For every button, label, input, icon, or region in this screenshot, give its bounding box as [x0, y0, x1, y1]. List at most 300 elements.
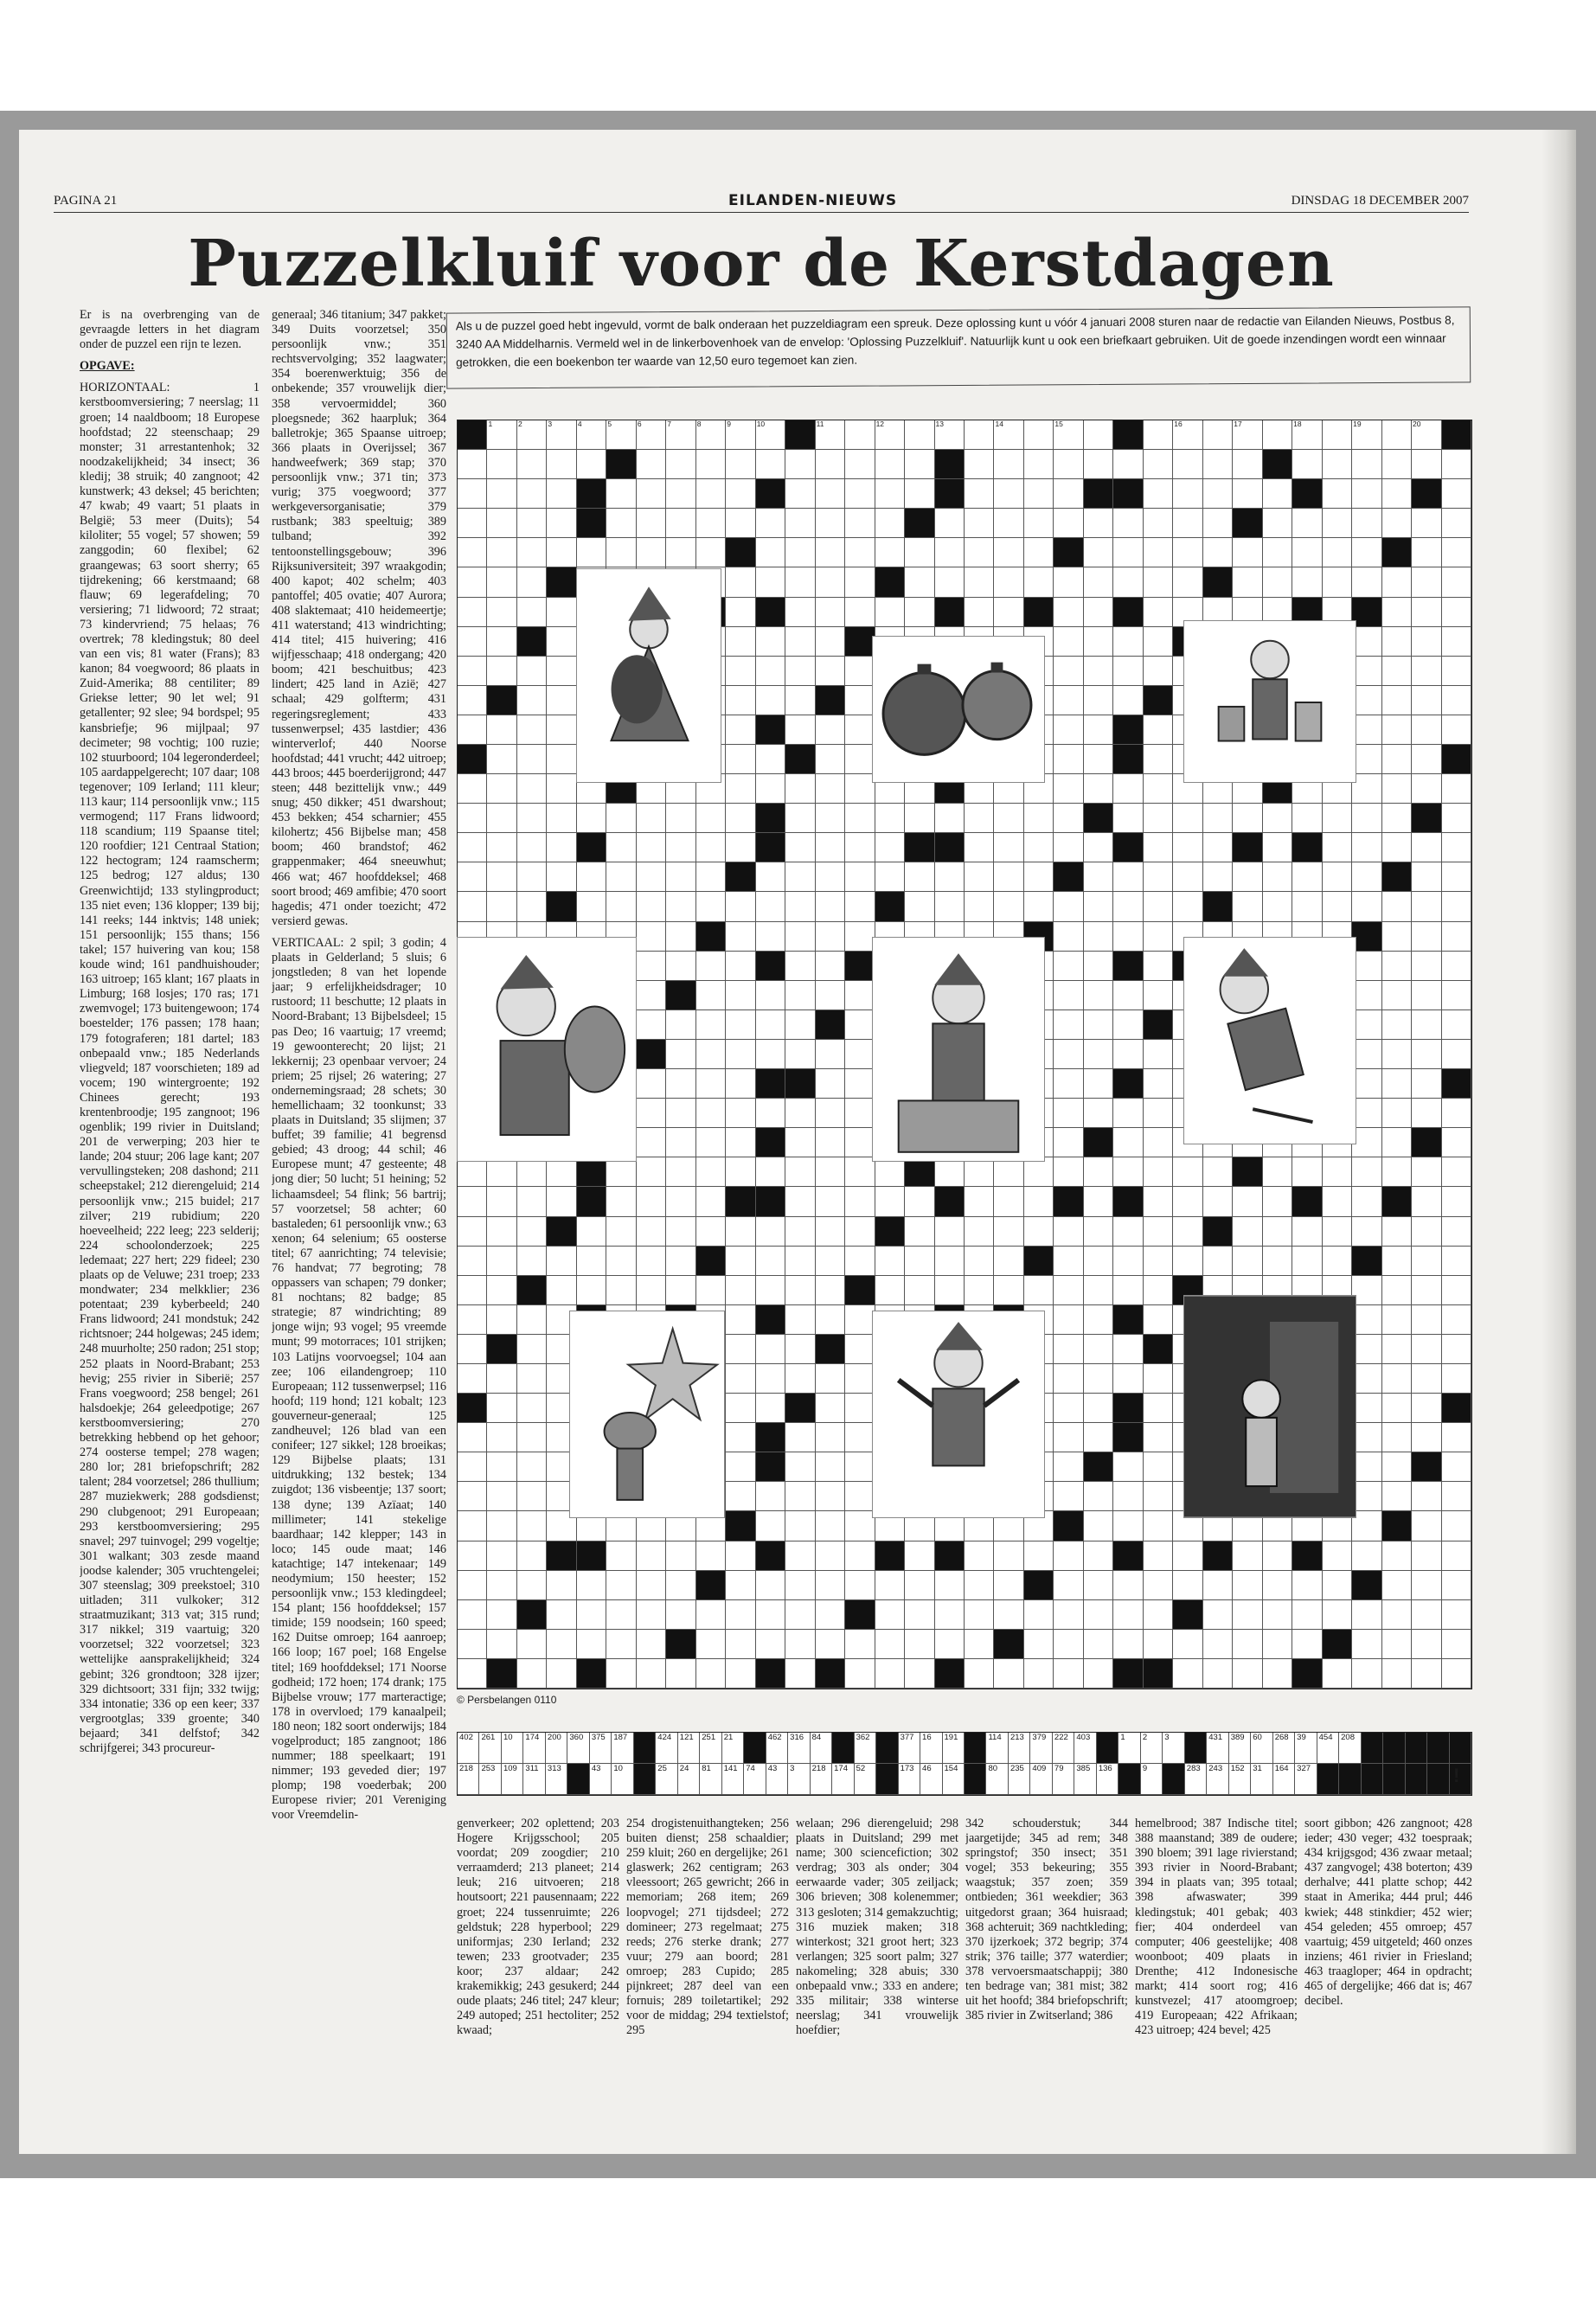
grid-cell [756, 892, 785, 921]
solution-cell [1427, 1764, 1449, 1795]
grid-cell [547, 450, 576, 479]
grid-cell [1024, 1630, 1054, 1659]
grid-cell [517, 862, 547, 892]
grid-cell [1144, 1571, 1173, 1600]
grid-cell [1292, 1600, 1322, 1630]
grid-cell [487, 1511, 516, 1541]
grid-cell [637, 1541, 666, 1571]
grid-cell [696, 1659, 726, 1689]
grid-cell [547, 1541, 576, 1571]
grid-cell [845, 1659, 875, 1689]
grid-cell [1382, 509, 1412, 538]
clues-text: genverkeer; 202 oplettend; 203 Hogere Krijgsschool; 205 voordat; 209 zoogdier; 210 verraamderd; 213 planeet; 214 leuk; 216 uitvoeren; 218 houtsoort; 221 pausennaam; 222 groet; 224 tussenruimte; 226 geldstuk; 228 hyperbool; 229 uniformjas; 230 Ierland; 232 tewen; 233 grootvader; 235 koor; 237 aldaar; 242 krakemikkig; 243 gesukerd; 244 oude plaats; 246 titel; 247 kleur; 249 autoped; 251 hectoliter; 252 kwaad; [457, 1817, 619, 2038]
grid-cell [965, 833, 994, 862]
grid-cell [845, 657, 875, 686]
clues-text: 254 drogistenuithangteken; 256 buiten dienst; 258 schaaldier; 259 kluit; 260 en dergelijke; 261 glaswerk; 262 centigram; 263 vleessoort; 265 gewricht; 266 in memoriam; 268 item; 269 loopvogel; 271 tijdsdeel; 272 domineer; 273 regelmaat; 275 reeds; 276 sterke drank; 277 vuur; 279 aan boord; 281 omroep; 283 Cupido; 285 pijnkreet; 287 deel van een fornuis; 289 toiletartikel; 292 voor de middag; 294 textielstof; 295 [626, 1817, 789, 2038]
solution-cell: 43 [590, 1764, 612, 1795]
grid-cell [1084, 450, 1113, 479]
grid-cell [845, 981, 875, 1010]
grid-cell [1412, 1040, 1441, 1069]
grid-cell [458, 1217, 487, 1247]
grid-cell [845, 1217, 875, 1247]
grid-cell [756, 862, 785, 892]
grid-cell [1412, 1335, 1441, 1364]
crossword-area [457, 420, 1472, 1689]
grid-cell [1173, 1247, 1202, 1276]
grid-cell [726, 509, 755, 538]
grid-cell [1113, 1010, 1143, 1040]
grid-cell [547, 1571, 576, 1600]
grid-cell: 13 [935, 420, 965, 450]
grid-cell [816, 1511, 845, 1541]
grid-cell [1352, 479, 1381, 509]
solution-cell: 3 [788, 1764, 810, 1795]
grid-cell [726, 1128, 755, 1157]
grid-cell [547, 567, 576, 597]
grid-cell [487, 892, 516, 921]
grid-cell [487, 745, 516, 774]
grid-cell [1442, 420, 1471, 450]
grid-cell [756, 1571, 785, 1600]
ornaments-illustration [872, 636, 1045, 783]
grid-cell [666, 1040, 695, 1069]
grid-cell [1352, 1157, 1381, 1187]
grid-cell [696, 862, 726, 892]
grid-cell [1054, 509, 1083, 538]
grid-cell [577, 1571, 606, 1600]
grid-cell [1412, 479, 1441, 509]
grid-cell: 17 [1233, 420, 1262, 450]
grid-cell [577, 1630, 606, 1659]
grid-cell [845, 1571, 875, 1600]
grid-cell [726, 1541, 755, 1571]
grid-cell [905, 509, 934, 538]
grid-cell [905, 420, 934, 450]
grid-cell [1144, 774, 1173, 804]
grid-cell [1263, 1187, 1292, 1216]
grid-cell [816, 1630, 845, 1659]
grid-cell [1113, 1069, 1143, 1099]
grid-cell [994, 567, 1023, 597]
grid-cell [547, 774, 576, 804]
grid-cell [1113, 686, 1143, 715]
grid-cell [1173, 892, 1202, 921]
grid-cell [517, 1305, 547, 1335]
grid-cell [1144, 420, 1173, 450]
grid-cell [965, 1659, 994, 1689]
grid-cell [1412, 1482, 1441, 1511]
grid-cell [816, 598, 845, 627]
solution-cell: 222 [1053, 1733, 1074, 1764]
grid-cell [637, 1040, 666, 1069]
grid-cell [1352, 715, 1381, 745]
grid-cell [785, 657, 815, 686]
grid-cell [1382, 598, 1412, 627]
grid-cell [1412, 1157, 1441, 1187]
grid-cell [905, 1541, 934, 1571]
grid-cell [1352, 1541, 1381, 1571]
grid-cell [1382, 1335, 1412, 1364]
grid-cell [1412, 509, 1441, 538]
grid-cell [1263, 1217, 1292, 1247]
grid-cell [994, 598, 1023, 627]
grid-cell [1412, 804, 1441, 833]
grid-cell [785, 1482, 815, 1511]
grid-cell [1352, 598, 1381, 627]
grid-cell [1292, 1217, 1322, 1247]
grid-cell [756, 1217, 785, 1247]
grid-cell [1113, 509, 1143, 538]
grid-cell [696, 952, 726, 981]
grid-cell [1382, 981, 1412, 1010]
grid-cell [845, 420, 875, 450]
grid-cell [1144, 1010, 1173, 1040]
grid-cell [1084, 922, 1113, 952]
grid-cell [1292, 862, 1322, 892]
grid-cell [1144, 567, 1173, 597]
grid-cell [458, 1452, 487, 1482]
grid-cell [875, 1187, 905, 1216]
grid-cell [1442, 804, 1471, 833]
solution-cell: 187 [612, 1733, 633, 1764]
grid-cell [1084, 745, 1113, 774]
grid-cell [726, 1305, 755, 1335]
grid-cell [1054, 450, 1083, 479]
grid-cell [487, 657, 516, 686]
grid-cell [1352, 657, 1381, 686]
grid-cell [458, 1335, 487, 1364]
grid-cell [935, 1157, 965, 1187]
grid-cell [1084, 1452, 1113, 1482]
grid-cell [726, 833, 755, 862]
grid-cell [1144, 922, 1173, 952]
grid-cell [517, 1394, 547, 1423]
grid-cell [1323, 450, 1352, 479]
grid-cell [1352, 627, 1381, 657]
grid-cell [577, 1217, 606, 1247]
solution-cell [1406, 1733, 1427, 1764]
grid-cell [1382, 450, 1412, 479]
grid-cell [517, 1157, 547, 1187]
grid-cell [696, 538, 726, 567]
grid-cell [965, 1187, 994, 1216]
grid-cell [1144, 1511, 1173, 1541]
grid-cell [1412, 1452, 1441, 1482]
grid-cell [726, 1571, 755, 1600]
grid-cell [1442, 745, 1471, 774]
grid-cell [458, 804, 487, 833]
grid-cell [1144, 981, 1173, 1010]
grid-cell [1024, 833, 1054, 862]
grid-cell [1323, 479, 1352, 509]
grid-cell [756, 479, 785, 509]
grid-cell [696, 1541, 726, 1571]
grid-cell [905, 892, 934, 921]
grid-cell [845, 1276, 875, 1305]
grid-cell [637, 981, 666, 1010]
grid-cell: 2 [517, 420, 547, 450]
grid-cell [1442, 1541, 1471, 1571]
grid-cell [1382, 1394, 1412, 1423]
grid-cell [1382, 1511, 1412, 1541]
grid-cell [994, 1247, 1023, 1276]
grid-cell [547, 715, 576, 745]
grid-cell [965, 1217, 994, 1247]
grid-cell [1084, 1247, 1113, 1276]
grid-cell [1144, 1541, 1173, 1571]
grid-cell [994, 1276, 1023, 1305]
grid-cell [1233, 509, 1262, 538]
clues-column-1 [80, 308, 260, 2159]
clues-column-2 [272, 308, 446, 2159]
grid-cell [756, 1335, 785, 1364]
grid-cell [875, 862, 905, 892]
issue-date: DINSDAG 18 DECEMBER 2007 [1291, 194, 1469, 208]
grid-cell [1144, 1423, 1173, 1452]
grid-cell [726, 479, 755, 509]
grid-cell [1233, 1541, 1262, 1571]
grid-cell [1113, 1157, 1143, 1187]
grid-cell [816, 1187, 845, 1216]
grid-cell [577, 479, 606, 509]
page-headline: Puzzelkluif voor de Kerstdagen [188, 227, 1335, 301]
grid-cell [487, 862, 516, 892]
grid-cell [1442, 657, 1471, 686]
grid-cell [726, 567, 755, 597]
grid-cell [816, 833, 845, 862]
paper-name: EILANDEN-NIEUWS [728, 192, 898, 209]
grid-cell [1144, 1305, 1173, 1335]
grid-cell [666, 1247, 695, 1276]
credit-line: © Persbelangen 0110 [457, 1694, 557, 1706]
grid-cell [487, 1335, 516, 1364]
solution-cell: 327 [1295, 1764, 1317, 1795]
grid-cell [965, 509, 994, 538]
solution-cell: 409 [1030, 1764, 1052, 1795]
solution-cell [634, 1733, 656, 1764]
grid-cell [1382, 420, 1412, 450]
grid-cell [1054, 1364, 1083, 1394]
solution-cell: 152 [1229, 1764, 1251, 1795]
grid-cell [1054, 1069, 1083, 1099]
grid-cell [1113, 1040, 1143, 1069]
grid-cell [1412, 1276, 1441, 1305]
grid-cell [1084, 420, 1113, 450]
grid-cell [547, 686, 576, 715]
grid-cell [726, 598, 755, 627]
grid-cell [1382, 1452, 1412, 1482]
ornaments-drawing [873, 637, 1044, 782]
grid-cell [1054, 1276, 1083, 1305]
grid-cell [1113, 1305, 1143, 1335]
grid-cell [1054, 1040, 1083, 1069]
grid-cell [1412, 1128, 1441, 1157]
grid-cell [1084, 774, 1113, 804]
grid-cell [1292, 1571, 1322, 1600]
grid-cell [1412, 567, 1441, 597]
grid-cell [1442, 774, 1471, 804]
grid-cell [1382, 1630, 1412, 1659]
grid-cell [458, 1187, 487, 1216]
grid-cell [1054, 922, 1083, 952]
solution-cell: 154 [943, 1764, 965, 1795]
grid-cell [1352, 1630, 1381, 1659]
grid-cell [785, 567, 815, 597]
grid-cell [1412, 657, 1441, 686]
grid-cell [1263, 479, 1292, 509]
grid-cell [637, 833, 666, 862]
grid-cell [1113, 538, 1143, 567]
grid-cell [845, 862, 875, 892]
solution-cell: 313 [546, 1764, 567, 1795]
solution-cell [567, 1764, 589, 1795]
grid-cell [1412, 1217, 1441, 1247]
grid-cell [666, 1187, 695, 1216]
grid-cell [517, 1541, 547, 1571]
grid-cell [726, 1247, 755, 1276]
solution-cell: 136 [1097, 1764, 1118, 1795]
grid-cell [666, 1571, 695, 1600]
grid-cell: 11 [816, 420, 845, 450]
grid-cell [875, 1157, 905, 1187]
grid-cell [1323, 862, 1352, 892]
grid-cell [1084, 1157, 1113, 1187]
grid-cell [726, 774, 755, 804]
grid-cell [935, 509, 965, 538]
grid-cell [1352, 1394, 1381, 1423]
grid-cell [517, 1423, 547, 1452]
grid-cell [577, 892, 606, 921]
page-label: PAGINA 21 [54, 194, 118, 208]
grid-cell [1054, 538, 1083, 567]
grid-cell [1412, 1394, 1441, 1423]
grid-cell [547, 509, 576, 538]
grid-cell [1054, 1423, 1083, 1452]
reindeer-star-illustration [569, 1311, 725, 1518]
grid-cell [458, 1305, 487, 1335]
grid-cell [1382, 804, 1412, 833]
grid-cell [1084, 538, 1113, 567]
grid-cell [994, 833, 1023, 862]
grid-cell [994, 538, 1023, 567]
grid-cell [1233, 862, 1262, 892]
grid-cell [845, 627, 875, 657]
grid-cell [1113, 1482, 1143, 1511]
solution-cell: 60 [1251, 1733, 1272, 1764]
grid-cell [785, 598, 815, 627]
grid-cell [785, 1571, 815, 1600]
grid-cell [905, 833, 934, 862]
grid-cell [1144, 657, 1173, 686]
grid-cell [458, 1541, 487, 1571]
grid-cell [637, 952, 666, 981]
grid-cell [487, 833, 516, 862]
grid-cell [1054, 1482, 1083, 1511]
grid-cell [1084, 1364, 1113, 1394]
grid-cell [845, 1394, 875, 1423]
solution-cell [1185, 1733, 1207, 1764]
santa-tree-drawing [577, 569, 721, 782]
grid-cell [1352, 1600, 1381, 1630]
horizontal-clues: HORIZONTAAL: 1 kerstboomversiering; 7 neerslag; 11 groen; 14 naaldboom; 18 Europese hoofdstad; 22 steenschaap; 29 monster; 31 arrestantenhok; 32 noodzakelijkheid; 34 insect; 36 kledij; 38 struik; 40 zangnoot; 42 kunstwerk; 43 deksel; 45 berichten; 47 kwab; 49 vaart; 51 plaats in België; 53 meer (Duits); 54 kiloliter; 55 vogel; 57 showen; 59 zanggodin; 60 flexibel; 62 graangewas; 63 soort sherry; 65 tijdrekening; 66 kerstmaand; 68 flauw; 69 legerafdeling; 70 versiering; 71 lidwoord; 72 straat; 73 kindervriend; 75 helaas; 76 overtrek; 78 kledingstuk; 80 deel van een vis; 81 water (Frans); 83 kanon; 84 voegwoord; 86 plaats in Zuid-Amerika; 88 centiliter; 89 Griekse letter; 90 let wel; 91 getallenter; 92 slee; 94 bordspel; 95 kansbriefje; 96 mijlpaal; 97 decimeter; 98 vochtig; 100 ruzie; 102 stuurboord; 104 legeronderdeel; 105 aardappelgerecht; 107 daar; 108 tegenover; 109 Ierland; 111 kleur; 113 kaur; 114 persoonlijk vnw.; 115 vermogend; 117 Frans lidwoord; 118 scandium; 119 Spaanse titel; 120 roofdier; 121 Centraal Station; 122 hectogram; 124 raamscherm; 125 bedrog; 127 aldus; 130 Greenwichtijd; 133 stylingproduct; 135 niet even; 136 klopper; 139 bij; 141 reeks; 144 inktvis; 148 uniek; 151 persoonlijk; 155 thans; 156 takel; 157 huivering van kou; 158 koude wind; 161 pandhuishouder; 163 uitroep; 165 klant; 167 plaats in Limburg; 168 losjes; 170 ras; 171 zwemvogel; 173 buitengewoon; 174 boestelder; 176 passen; 178 haan; 179 fotograferen; 181 dartel; 183 onbepaald vnw.; 185 Nederlands vliegveld; 187 voorschieten; 189 ad vocem; 190 wintergroente; 192 Chinees gerecht; 193 krentenbroodje; 195 zangnoot; 196 ogenblik; 199 rivier in Duitsland; 201 de verwerping; 203 hier te lande; 204 stuur; 206 lage kant; 207 vervullingsteken; 208 dashond; 211 scheepstakel; 212 dierengeluid; 214 persoonlijk vnw.; 215 buidel; 217 zilver; 219 rubidium; 220 hoeveelheid; 222 leeg; 223 selderij; 224 schoolonderzoek; 225 ledemaat; 227 hert; 229 fideel; 230 plaats op de Veluwe; 231 troep; 233 mondwater; 234 melkklier; 236 potentaat; 239 kyberbeeld; 240 Frans lidwoord; 241 mondstuk; 242 richtsnoer; 244 holgewas; 245 idem; 248 muurholte; 250 radon; 251 stop; 252 plaats in Noord-Brabant; 253 hevig; 255 rivier in Siberië; 257 Frans voegwoord; 258 bengel; 261 halsdoekje; 264 geleedpotige; 267 kerstboomversiering; 270 betrekking hebbend op het gehoor; 274 oosterse tempel; 278 wagen; 280 lor; 281 briefopschrift; 282 talent; 284 voorzetsel; 286 thullium; 287 muziekwerk; 288 godsdienst; 290 clubgenoot; 291 Europeaan; 293 kerstboomversiering; 295 snavel; 297 tuinvogel; 299 vogeltje; 301 walkant; 303 zesde maand joodse kalender; 305 vruchtengelei; 307 steenslag; 309 preekstoel; 310 uitladen; 311 vulkoker; 312 straatmuzikant; 313 vat; 315 rund; 317 nikkel; 319 vaartuig; 320 voorzetsel; 322 voorzetsel; 323 wettelijke aansprakelijkheid; 324 gebint; 326 grondtoon; 328 ijzer; 329 dichtsoort; 331 fijn; 332 twijg; 334 intonatie; 336 op een keer; 337 vergrootglas; 339 groente; 340 bejaard; 341 delfstof; 342 schrijfgerei; 343 procureur- [80, 381, 260, 1755]
grid-cell [726, 450, 755, 479]
grid-cell [1382, 862, 1412, 892]
grid-cell [1084, 627, 1113, 657]
grid-cell [785, 509, 815, 538]
grid-cell [1084, 1600, 1113, 1630]
solution-cell [1406, 1764, 1427, 1795]
grid-cell [756, 981, 785, 1010]
grid-cell [1263, 509, 1292, 538]
grid-cell [1323, 1247, 1352, 1276]
grid-cell [1113, 1659, 1143, 1689]
grid-cell [487, 686, 516, 715]
grid-cell [458, 1600, 487, 1630]
grid-cell [517, 627, 547, 657]
grid-cell [1263, 1659, 1292, 1689]
grid-cell [547, 892, 576, 921]
grid-cell [875, 892, 905, 921]
vertical-clues: VERTICAAL: 2 spil; 3 godin; 4 plaats in Gelderland; 5 sluis; 6 jongstleden; 8 van het lopende jaar; 9 erfelijkheidsdrager; 10 rustoord; 11 beschutte; 12 plaats in Noord-Brabant; 13 Bijbelsdeel; 15 pas Deo; 16 vaartuig; 17 vreemd; 19 gewoonterecht; 20 lijst; 21 lekkernij; 23 openbaar vervoer; 24 priem; 25 rijsel; 26 watering; 27 ondernemingsraad; 28 schets; 30 hemellichaam; 32 toonkunst; 33 plaats in Duitsland; 35 slijmen; 37 buffet; 39 familie; 41 begrensd gebied; 43 droog; 44 schil; 46 Europese munt; 47 gesteente; 48 jong dier; 50 lucht; 51 heining; 52 lichaamsdeel; 54 flink; 56 bartrij; 57 voorzetsel; 58 achter; 60 bastaleden; 61 persoonlijk vnw.; 63 xenon; 64 selenium; 65 oosterse titel; 67 aanrichting; 74 televisie; 76 handvat; 77 begroting; 78 oppassers van schapen; 79 donker; 81 nochtans; 82 badge; 85 strategie; 87 windrichting; 89 jonge wijn; 93 vogel; 95 vreemde munt; 99 motorraces; 101 strijken; 103 Latijns voorvoegsel; 104 aan zee; 106 eilandengroep; 110 Europeaan; 112 tussenwerpsel; 116 hoofd; 119 hond; 121 kobalt; 123 gouverneur-generaal; 125 zandheuvel; 126 blad van een conifeer; 127 sikkel; 128 broeikas; 129 Bijbelse plaats; 131 uitdrukking; 132 bestek; 134 zuigdot; 136 visbeentje; 137 soort; 138 dyne; 139 Azïaat; 140 millimeter; 141 stekelige baardhaar; 142 klepper; 143 in loco; 145 oude maat; 146 katachtige; 147 intekenaar; 149 neodymium; 150 heester; 152 persoonlijk vnw.; 153 kledingdeel; 154 plant; 156 hoofddeksel; 157 timide; 159 noodsein; 160 speed; 162 Duitse omroep; 164 aanroep; 166 loop; 167 poel; 168 Engelse titel; 169 hoofddeksel; 171 Noorse godheid; 172 hoen; 174 drank; 175 Bijbelse vrouw; 177 marteractige; 178 in overvloed; 179 kanaalpeil; 180 neon; 182 soort onderwijs; 184 vogelproduct; 185 zangnoot; 186 nummer; 188 speelkaart; 191 nimmer; 193 geveded dier; 197 plomp; 198 voederbak; 200 Europese rivier; 201 Vereniging voor Vreemdelin- [272, 935, 446, 1823]
grid-cell [816, 715, 845, 745]
grid-cell [965, 1571, 994, 1600]
grid-cell [1382, 1040, 1412, 1069]
grid-cell [458, 892, 487, 921]
grid-cell [517, 1511, 547, 1541]
grid-cell [1024, 1187, 1054, 1216]
grid-cell [666, 1010, 695, 1040]
grid-cell [1144, 1364, 1173, 1394]
solution-cell: 235 [1009, 1764, 1030, 1795]
grid-cell [547, 1659, 576, 1689]
grid-cell [785, 833, 815, 862]
grid-cell [517, 833, 547, 862]
solution-cell [876, 1733, 898, 1764]
grid-cell [816, 1423, 845, 1452]
grid-cell [905, 479, 934, 509]
grid-cell [785, 450, 815, 479]
grid-cell [1442, 598, 1471, 627]
grid-cell [785, 892, 815, 921]
grid-cell [1113, 479, 1143, 509]
grid-cell [517, 1571, 547, 1600]
grid-cell [726, 1040, 755, 1069]
grid-cell [1144, 1452, 1173, 1482]
grid-cell [726, 1394, 755, 1423]
solution-cell: 251 [700, 1733, 721, 1764]
grid-cell [1113, 567, 1143, 597]
grid-cell [816, 1128, 845, 1157]
grid-cell [1144, 1335, 1173, 1364]
santa-skating-drawing [1184, 938, 1356, 1144]
grid-cell [487, 1423, 516, 1452]
grid-cell [994, 804, 1023, 833]
grid-cell [1084, 598, 1113, 627]
grid-cell [845, 1128, 875, 1157]
grid-cell [1442, 1511, 1471, 1541]
grid-cell [845, 1040, 875, 1069]
grid-cell [517, 892, 547, 921]
grid-cell [1084, 981, 1113, 1010]
grid-cell [845, 804, 875, 833]
grid-cell [487, 715, 516, 745]
grid-cell [1084, 862, 1113, 892]
grid-cell [666, 892, 695, 921]
grid-cell [785, 1099, 815, 1128]
solution-cell: 81 [700, 1764, 721, 1795]
grid-cell [1442, 1659, 1471, 1689]
grid-cell [696, 1010, 726, 1040]
